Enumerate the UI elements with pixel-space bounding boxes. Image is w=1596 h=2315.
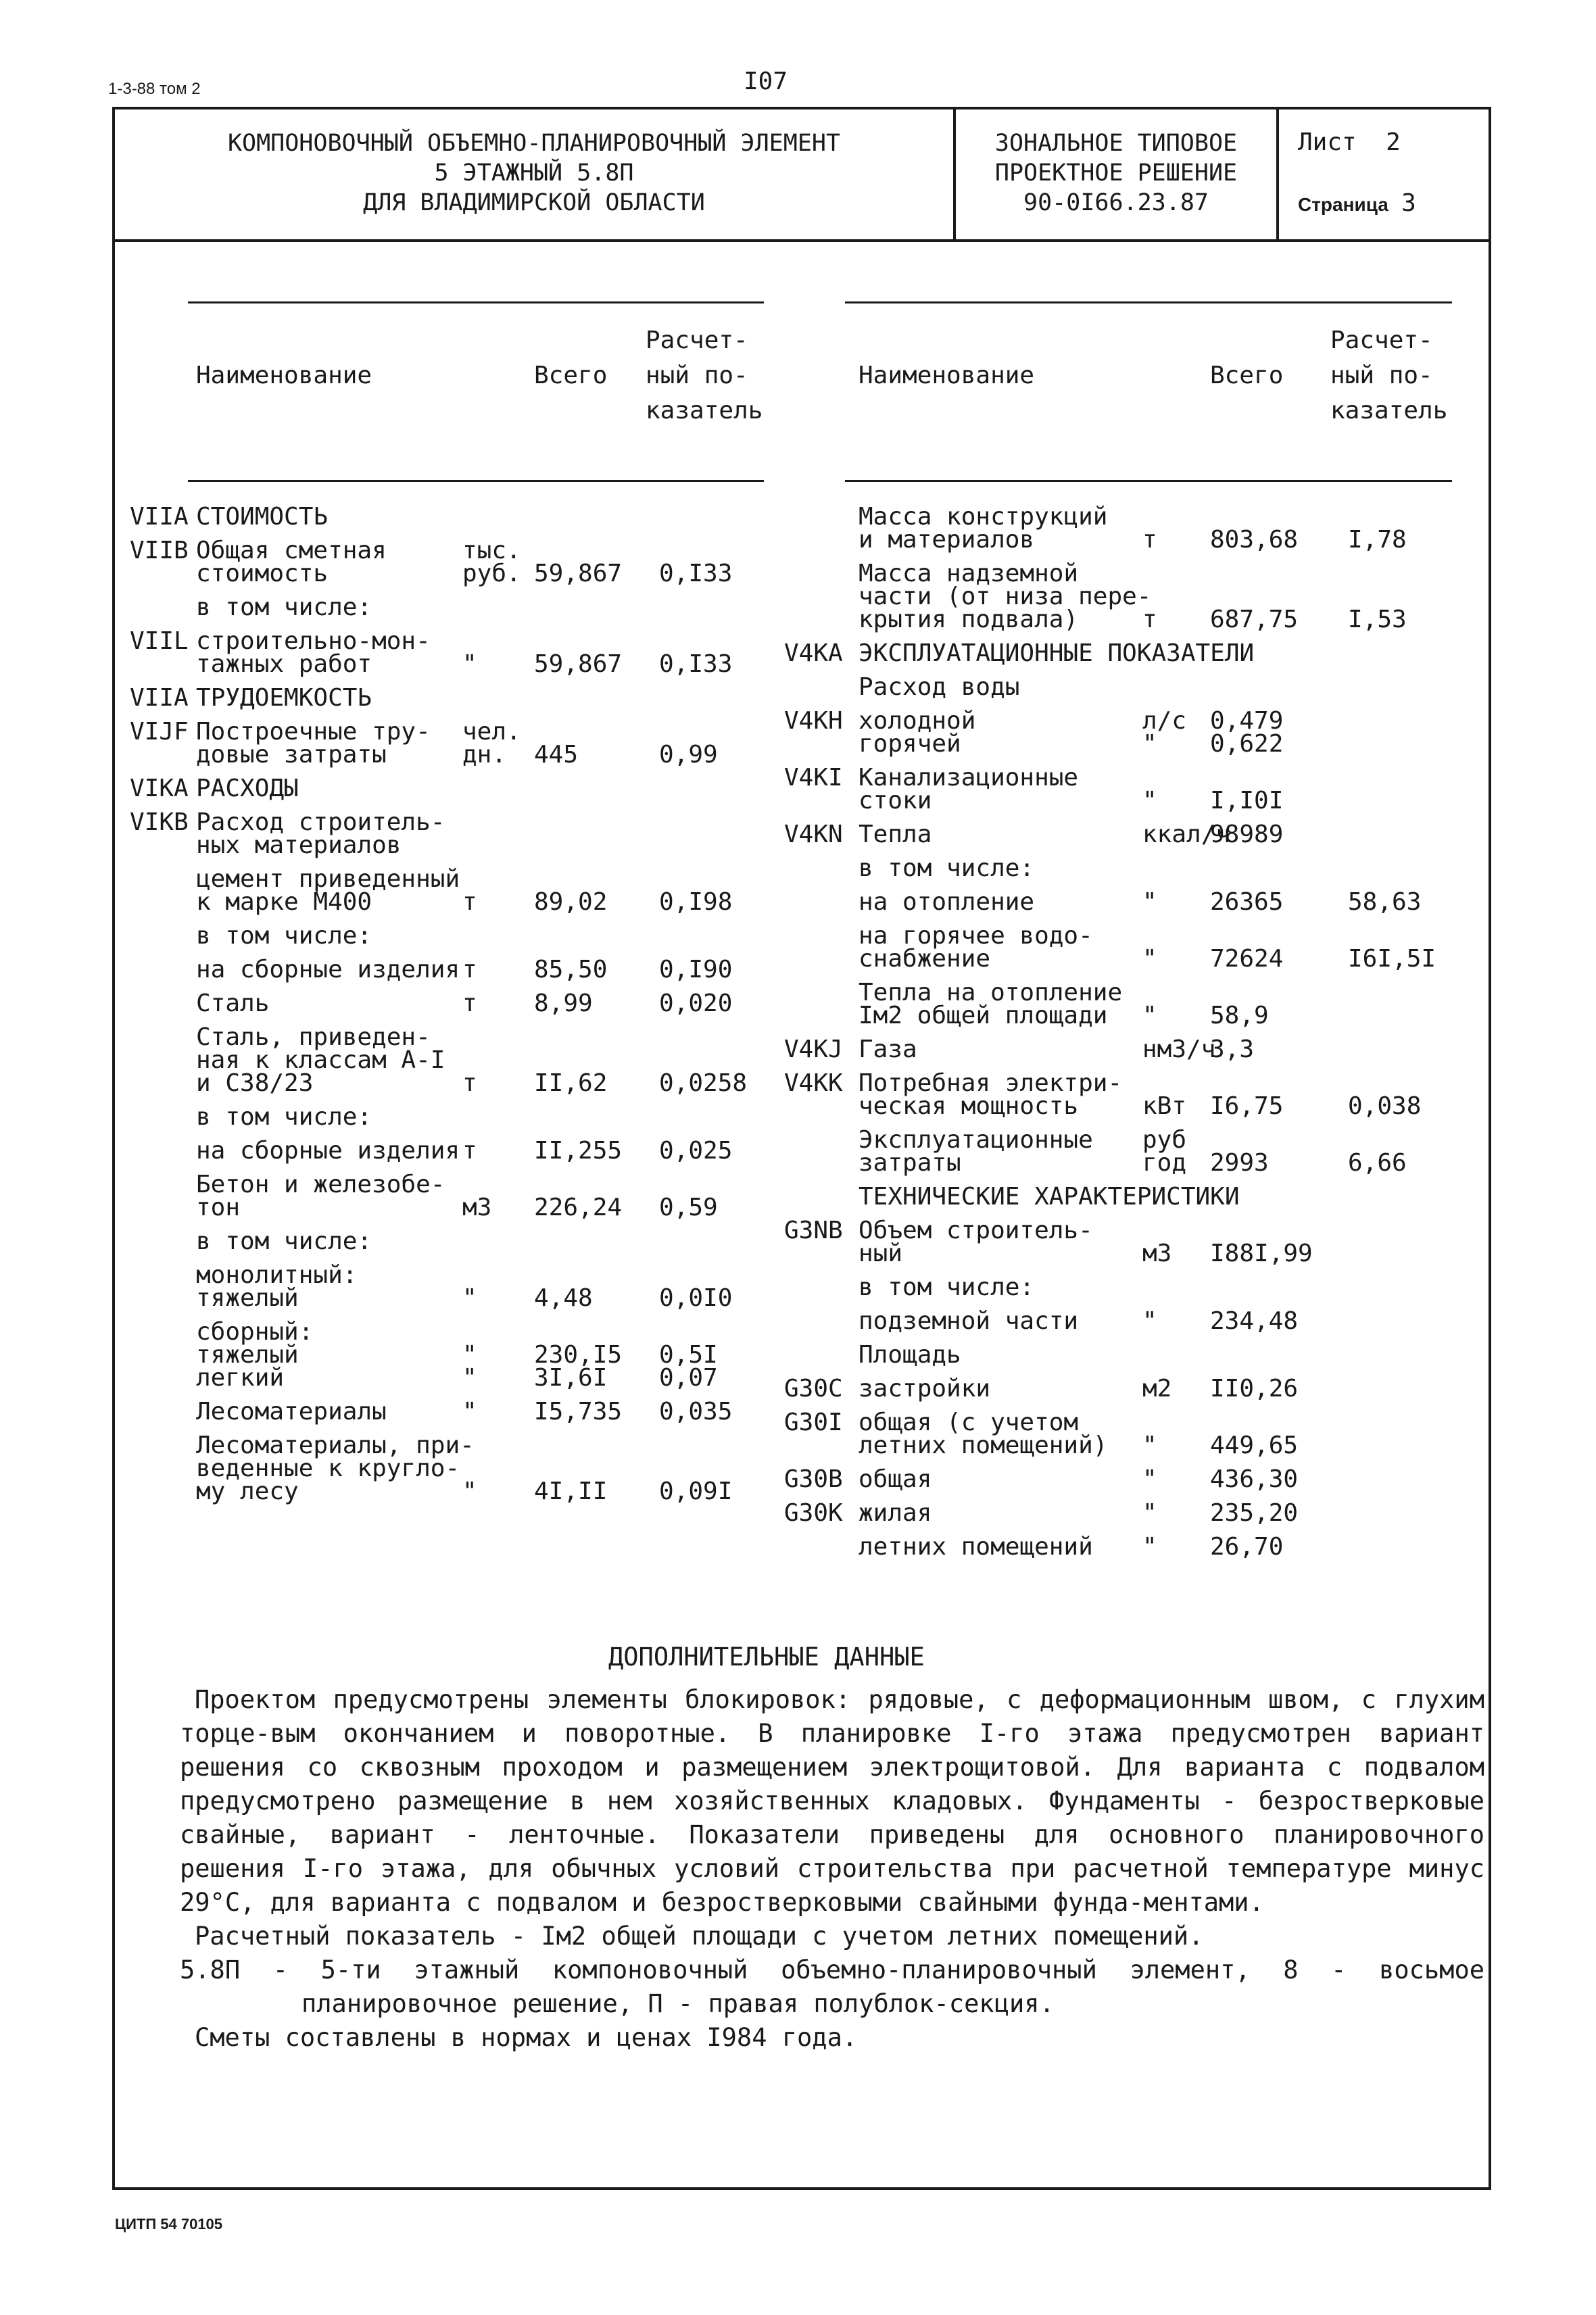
row-name: в том числе: <box>196 1103 372 1131</box>
row-name: Тепла на отопление <box>859 979 1123 1006</box>
row-unit: " <box>462 650 477 678</box>
row-name: Бетон и железобе- <box>196 1171 445 1198</box>
row-name: ная к классам А-I <box>196 1046 445 1074</box>
row-name: горячей <box>859 730 961 758</box>
row-name: летних помещений <box>859 1533 1093 1561</box>
footer-stamp: ЦИТП 54 70105 <box>115 2216 223 2233</box>
row-name: легкий <box>196 1364 285 1392</box>
row-total: 449,65 <box>1210 1432 1299 1459</box>
row-code: G30K <box>784 1499 843 1527</box>
left-table-top-rule <box>188 301 764 303</box>
row-name: тажных работ <box>196 650 372 678</box>
row-total: 4,48 <box>534 1284 593 1312</box>
row-total: I,I0I <box>1210 787 1284 814</box>
row-name: Эксплуатационные <box>859 1126 1093 1154</box>
row-code: VIIL <box>130 627 189 655</box>
row-code: G30B <box>784 1465 843 1493</box>
row-code: VIIA <box>130 503 189 531</box>
row-total: I5,735 <box>534 1398 623 1425</box>
row-name: сборный: <box>196 1318 314 1346</box>
row-name: затраты <box>859 1149 961 1177</box>
row-name: Общая сметная <box>196 537 387 564</box>
right-table-header-rule <box>845 480 1452 482</box>
row-name: и С38/23 <box>196 1069 314 1097</box>
page-label: Страница 3 <box>1298 189 1416 217</box>
row-total: 72624 <box>1210 945 1284 973</box>
left-col-name: Наименование <box>196 362 372 389</box>
row-code: VIKB <box>130 808 189 836</box>
row-calc: 0,09I <box>659 1478 733 1505</box>
row-unit: год <box>1142 1149 1187 1177</box>
title-divider-2 <box>1276 107 1279 242</box>
row-name: общая <box>859 1465 932 1493</box>
row-calc: 0,I33 <box>659 560 733 587</box>
row-unit: м3 <box>462 1194 492 1221</box>
row-unit: " <box>1142 730 1157 758</box>
row-name: снабжение <box>859 945 991 973</box>
row-total: 234,48 <box>1210 1307 1299 1335</box>
row-name: Тепла <box>859 821 932 848</box>
row-unit: т <box>462 1137 477 1165</box>
row-name: ТЕХНИЧЕСКИЕ ХАРАКТЕРИСТИКИ <box>859 1183 1240 1211</box>
row-name: части (от низа пере- <box>859 583 1152 610</box>
row-name: Сталь <box>196 990 270 1017</box>
row-name: ческая мощность <box>859 1092 1079 1120</box>
row-unit: " <box>1142 1533 1157 1561</box>
row-unit: т <box>462 888 477 916</box>
row-unit: т <box>462 956 477 983</box>
row-total: I88I,99 <box>1210 1240 1313 1267</box>
right-col-name: Наименование <box>859 362 1035 389</box>
row-name: летних помещений) <box>859 1432 1108 1459</box>
row-total: 26365 <box>1210 888 1284 916</box>
row-name: на сборные изделия <box>196 1137 460 1165</box>
row-name: му лесу <box>196 1478 299 1505</box>
row-code: V4KH <box>784 707 843 735</box>
row-calc: I,78 <box>1348 526 1407 554</box>
row-calc: 0,I90 <box>659 956 733 983</box>
title-solution: ЗОНАЛЬНОЕ ТИПОВОЕ ПРОЕКТНОЕ РЕШЕНИЕ 90-0I66.23.87 <box>994 130 1238 216</box>
row-calc: 6,66 <box>1348 1149 1407 1177</box>
row-code: VIKA <box>130 775 189 802</box>
row-unit: " <box>1142 1465 1157 1493</box>
row-total: 803,68 <box>1210 526 1299 554</box>
row-code: V4KA <box>784 639 843 667</box>
row-total: 4I,II <box>534 1478 608 1505</box>
row-name: Газа <box>859 1035 917 1063</box>
row-code: V4KK <box>784 1069 843 1097</box>
row-total: 8,99 <box>534 990 593 1017</box>
row-calc: 0,020 <box>659 990 733 1017</box>
row-name: Лесоматериалы, при- <box>196 1432 475 1459</box>
row-name: крытия подвала) <box>859 606 1079 633</box>
row-code: V4KI <box>784 764 843 791</box>
series-label: 1-3-88 том 2 <box>108 80 201 98</box>
row-calc: I,53 <box>1348 606 1407 633</box>
row-total: 59,867 <box>534 650 623 678</box>
row-total: 0,622 <box>1210 730 1284 758</box>
row-name: Расход воды <box>859 673 1020 701</box>
additional-paragraph: Расчетный показатель - Iм2 общей площади с учетом летних помещений. <box>195 1922 1204 1951</box>
row-name: Потребная электри- <box>859 1069 1123 1097</box>
row-unit: дн. <box>462 741 507 769</box>
row-name: стоимость <box>196 560 329 587</box>
row-name: на сборные изделия <box>196 956 460 983</box>
row-unit: " <box>462 1341 477 1369</box>
row-calc: 0,0258 <box>659 1069 748 1097</box>
row-name: жилая <box>859 1499 932 1527</box>
row-name: Iм2 общей площади <box>859 1002 1108 1029</box>
row-unit: т <box>1142 526 1157 554</box>
additional-paragraph: 5.8П - 5-ти этажный компоновочный объемно-планировочный элемент, 8 - восьмое планировочное решение, П - правая полублок-секция. <box>180 1955 1484 2018</box>
row-unit: " <box>1142 1432 1157 1459</box>
row-name: застройки <box>859 1375 991 1403</box>
row-calc: 0,025 <box>659 1137 733 1165</box>
row-unit: т <box>1142 606 1157 633</box>
row-name: в том числе: <box>859 1273 1035 1301</box>
row-unit: " <box>1142 888 1157 916</box>
row-name: Объем строитель- <box>859 1217 1093 1244</box>
left-col-calc: Расчет- ный по- казатель <box>646 326 763 424</box>
row-calc: 0,0I0 <box>659 1284 733 1312</box>
right-table-top-rule <box>845 301 1452 303</box>
row-total: 58,9 <box>1210 1002 1269 1029</box>
row-unit: нм3/ч <box>1142 1035 1216 1063</box>
row-name: холодной <box>859 707 976 735</box>
row-name: ных материалов <box>196 831 402 859</box>
row-name: в том числе: <box>196 1227 372 1255</box>
row-calc: 58,63 <box>1348 888 1422 916</box>
row-code: V4KN <box>784 821 843 848</box>
row-total: 26,70 <box>1210 1533 1284 1561</box>
row-name: СТОИМОСТЬ <box>196 503 329 531</box>
row-unit: " <box>462 1364 477 1392</box>
row-unit: " <box>1142 1499 1157 1527</box>
additional-paragraph: Проектом предусмотрены элементы блокировок: рядовые, с деформационным швом, с глухим торце-вым окончанием и поворотные. В планировке I-го этажа предусмотрен вариант решения со сквозным проходом и размещением электрощитовой. Для варианта с подвалом предусмотрено размещение в нем хозяйственных кладовых. Фундаменты - безростверковые свайные, вариант - ленточные. Показатели приведены для основного планировочного решения I-го этажа, для обычных условий строительства при расчетной температуре минус 29°С, для варианта с подвалом и безростверковыми свайными фунда-ментами. <box>180 1685 1484 1917</box>
additional-heading: ДОПОЛНИТЕЛЬНЫЕ ДАННЫЕ <box>608 1642 925 1672</box>
row-calc: 0,I98 <box>659 888 733 916</box>
left-table-header-rule <box>188 480 764 482</box>
row-name: на горячее водо- <box>859 922 1093 950</box>
row-total: II,255 <box>534 1137 623 1165</box>
sheet-label: Лист 2 <box>1298 128 1401 156</box>
row-total: 85,50 <box>534 956 608 983</box>
row-calc: 0,I33 <box>659 650 733 678</box>
row-unit: " <box>1142 1307 1157 1335</box>
row-name: Масса конструкций <box>859 503 1108 531</box>
row-name: в том числе: <box>196 922 372 950</box>
row-code: G30I <box>784 1409 843 1436</box>
row-total: 687,75 <box>1210 606 1299 633</box>
row-calc: I6I,5I <box>1348 945 1436 973</box>
row-unit: м2 <box>1142 1375 1172 1403</box>
row-name: веденные к кругло- <box>196 1455 460 1482</box>
row-name: к марке М400 <box>196 888 372 916</box>
row-name: Площадь <box>859 1341 961 1369</box>
additional-paragraph: Сметы составлены в нормах и ценах I984 года. <box>195 2023 858 2052</box>
row-unit: " <box>462 1398 477 1425</box>
row-total: 3,3 <box>1210 1035 1255 1063</box>
row-name: ЭКСПЛУАТАЦИОННЫЕ ПОКАЗАТЕЛИ <box>859 639 1255 667</box>
row-name: Сталь, приведен- <box>196 1023 431 1051</box>
row-name: Расход строитель- <box>196 808 445 836</box>
row-name: и материалов <box>859 526 1035 554</box>
row-name: тон <box>196 1194 241 1221</box>
row-unit: " <box>1142 1002 1157 1029</box>
row-name: РАСХОДЫ <box>196 775 299 802</box>
row-name: ТРУДОЕМКОСТЬ <box>196 684 372 712</box>
row-calc: 0,59 <box>659 1194 718 1221</box>
row-calc: 0,035 <box>659 1398 733 1425</box>
row-total: 89,02 <box>534 888 608 916</box>
left-col-total: Всего <box>534 362 608 389</box>
row-total: 98989 <box>1210 821 1284 848</box>
row-total: I6,75 <box>1210 1092 1284 1120</box>
row-total: II0,26 <box>1210 1375 1299 1403</box>
row-name: цемент приведенный <box>196 865 460 893</box>
row-unit: руб. <box>462 560 521 587</box>
page-number: I07 <box>744 68 788 95</box>
row-name: стоки <box>859 787 932 814</box>
row-code: V4KJ <box>784 1035 843 1063</box>
row-name: Масса надземной <box>859 560 1079 587</box>
row-unit: " <box>462 1478 477 1505</box>
row-name: строительно-мон- <box>196 627 431 655</box>
row-name: тяжелый <box>196 1284 299 1312</box>
row-name: подземной части <box>859 1307 1079 1335</box>
row-name: Лесоматериалы <box>196 1398 387 1425</box>
row-name: тяжелый <box>196 1341 299 1369</box>
row-name: ный <box>859 1240 903 1267</box>
row-name: Построечные тру- <box>196 718 431 746</box>
row-unit: т <box>462 1069 477 1097</box>
row-total: 436,30 <box>1210 1465 1299 1493</box>
row-total: 445 <box>534 741 579 769</box>
right-col-calc: Расчет- ный по- казатель <box>1330 326 1448 424</box>
row-total: 3I,6I <box>534 1364 608 1392</box>
row-unit: тыс. <box>462 537 521 564</box>
row-code: G3NB <box>784 1217 843 1244</box>
row-calc: 0,038 <box>1348 1092 1422 1120</box>
row-total: II,62 <box>534 1069 608 1097</box>
row-unit: " <box>1142 945 1157 973</box>
row-total: 2993 <box>1210 1149 1269 1177</box>
row-name: Канализационные <box>859 764 1079 791</box>
row-total: 226,24 <box>534 1194 623 1221</box>
row-name: в том числе: <box>859 854 1035 882</box>
row-unit: т <box>462 990 477 1017</box>
row-total: 230,I5 <box>534 1341 623 1369</box>
row-code: VIIA <box>130 684 189 712</box>
row-total: 59,867 <box>534 560 623 587</box>
row-calc: 0,99 <box>659 741 718 769</box>
additional-text <box>180 1683 1484 2055</box>
row-unit: " <box>1142 787 1157 814</box>
row-unit: руб <box>1142 1126 1187 1154</box>
row-unit: " <box>462 1284 477 1312</box>
row-total: 235,20 <box>1210 1499 1299 1527</box>
row-calc: 0,07 <box>659 1364 718 1392</box>
row-unit: чел. <box>462 718 521 746</box>
row-code: VIIB <box>130 537 189 564</box>
row-name: в том числе: <box>196 593 372 621</box>
row-unit: л/с <box>1142 707 1187 735</box>
row-unit: м3 <box>1142 1240 1172 1267</box>
row-code: G30C <box>784 1375 843 1403</box>
row-name: на отопление <box>859 888 1035 916</box>
row-name: довые затраты <box>196 741 387 769</box>
row-unit: кВт <box>1142 1092 1187 1120</box>
title-element: КОМПОНОВОЧНЫЙ ОБЪЕМНО-ПЛАНИРОВОЧНЫЙ ЭЛЕМЕНТ 5 ЭТАЖНЫЙ 5.8П ДЛЯ ВЛАДИМИРСКОЙ ОБЛАСТИ <box>227 130 841 216</box>
row-name: общая (с учетом <box>859 1409 1079 1436</box>
row-unit: ккал/ч <box>1142 821 1231 848</box>
row-calc: 0,5I <box>659 1341 718 1369</box>
right-col-total: Всего <box>1210 362 1284 389</box>
row-code: VIJF <box>130 718 189 746</box>
row-name: монолитный: <box>196 1261 358 1289</box>
row-total: 0,479 <box>1210 707 1284 735</box>
